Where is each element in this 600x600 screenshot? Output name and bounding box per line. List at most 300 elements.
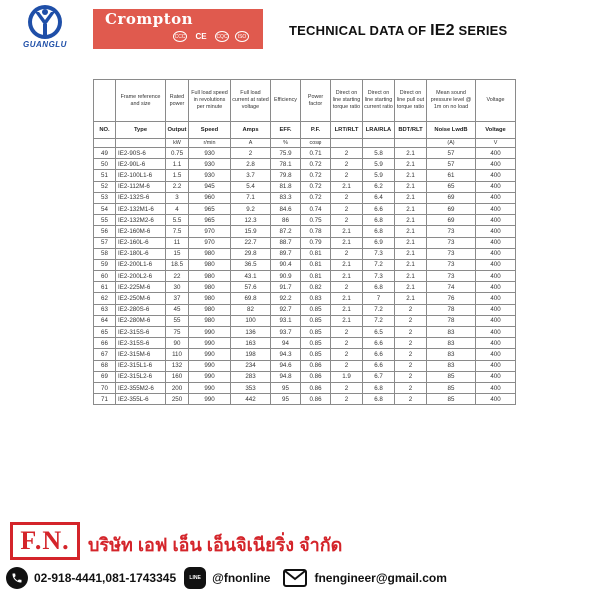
table-cell: 990 [189, 338, 231, 349]
table-cell: 5.5 [166, 215, 189, 226]
table-cell: 62 [94, 293, 116, 304]
table-cell: 0.85 [301, 338, 331, 349]
table-cell: 400 [476, 293, 516, 304]
header-desc-cell [94, 80, 116, 122]
table-cell: 95 [271, 394, 301, 405]
table-cell: 2 [395, 394, 427, 405]
header-name-cell: Output [166, 122, 189, 139]
table-cell: 5.9 [363, 170, 395, 181]
table-cell: IE2-90L-6 [116, 159, 166, 170]
table-cell: 30 [166, 282, 189, 293]
table-cell: 92.2 [271, 293, 301, 304]
table-cell: IE2-160M-6 [116, 226, 166, 237]
line-id[interactable]: @fnonline [212, 571, 271, 585]
header-banner [93, 9, 543, 49]
table-cell: 95 [271, 382, 301, 393]
table-row [94, 259, 516, 270]
header-name-cell: Amps [231, 122, 271, 139]
email-icon [282, 567, 308, 589]
table-cell: 0.74 [301, 203, 331, 214]
table-cell: 0.86 [301, 371, 331, 382]
table-cell: 3 [166, 192, 189, 203]
table-cell: 73 [427, 248, 476, 259]
table-cell: 2.1 [395, 181, 427, 192]
table-cell: 6.8 [363, 382, 395, 393]
table-cell: 965 [189, 203, 231, 214]
table-cell: 163 [231, 338, 271, 349]
logo-text: GUANGLU [23, 40, 67, 49]
line-icon: LINE [184, 567, 206, 589]
table-cell: 73 [427, 259, 476, 270]
table-cell: 66 [94, 338, 116, 349]
table-cell: 2 [331, 170, 363, 181]
table-cell: 22 [166, 271, 189, 282]
table-row [94, 282, 516, 293]
table-cell: IE2-132S-6 [116, 192, 166, 203]
table-cell: 400 [476, 226, 516, 237]
table-cell: 0.72 [301, 192, 331, 203]
table-cell: 50 [94, 159, 116, 170]
table-cell: 15 [166, 248, 189, 259]
table-cell: 87.2 [271, 226, 301, 237]
table-row [94, 271, 516, 282]
table-cell: 990 [189, 349, 231, 360]
table-row [94, 338, 516, 349]
table-cell: 6.9 [363, 237, 395, 248]
table-cell: 980 [189, 271, 231, 282]
table-cell: 4 [166, 203, 189, 214]
table-cell: 990 [189, 327, 231, 338]
table-cell: 22.7 [231, 237, 271, 248]
table-cell: 83 [427, 327, 476, 338]
table-cell: 400 [476, 382, 516, 393]
table-cell: 90 [166, 338, 189, 349]
table-cell: 0.71 [301, 148, 331, 159]
phone-icon [6, 567, 28, 589]
header-desc-cell: Direct on line starting current ratio [363, 80, 395, 122]
table-cell: 7 [363, 293, 395, 304]
table-cell: 400 [476, 215, 516, 226]
table-cell: 945 [189, 181, 231, 192]
table-cell: 94.6 [271, 360, 301, 371]
ce-cert-icon: CE [195, 32, 207, 41]
table-cell: 0.75 [301, 215, 331, 226]
table-cell: 0.81 [301, 259, 331, 270]
table-cell: 54 [94, 203, 116, 214]
table-cell: 2 [331, 148, 363, 159]
header-unit-cell [94, 139, 116, 148]
table-cell: 12.3 [231, 215, 271, 226]
header-row [94, 80, 516, 122]
table-cell: 400 [476, 360, 516, 371]
header-name-cell: LRA/RLA [363, 122, 395, 139]
technical-data-table-wrapper [93, 79, 515, 405]
table-cell: 52 [94, 181, 116, 192]
table-cell: 2 [395, 304, 427, 315]
table-cell: 0.78 [301, 226, 331, 237]
table-cell: 400 [476, 371, 516, 382]
table-cell: 2.1 [395, 226, 427, 237]
phone-number[interactable]: 02-918-4441,081-1743345 [34, 571, 177, 585]
title-suffix: SERIES [454, 23, 508, 38]
table-cell: 5.8 [363, 148, 395, 159]
table-row [94, 226, 516, 237]
table-cell: 990 [189, 360, 231, 371]
table-cell: 75 [166, 327, 189, 338]
table-cell: 200 [166, 382, 189, 393]
header-unit-cell [395, 139, 427, 148]
page-title [289, 22, 507, 40]
header-name-cell: BDT/RLT [395, 122, 427, 139]
table-cell: 15.9 [231, 226, 271, 237]
table-cell: 7.3 [363, 271, 395, 282]
table-cell: 400 [476, 327, 516, 338]
table-cell: 2 [331, 360, 363, 371]
table-cell: 6.7 [363, 371, 395, 382]
table-cell: 2.8 [231, 159, 271, 170]
table-cell: 2 [331, 203, 363, 214]
table-cell: 2 [395, 349, 427, 360]
header-row [94, 139, 516, 148]
table-row [94, 382, 516, 393]
table-cell: 980 [189, 248, 231, 259]
table-row [94, 203, 516, 214]
table-cell: 2 [331, 338, 363, 349]
table-cell: 0.86 [301, 382, 331, 393]
table-cell: IE2-100L1-6 [116, 170, 166, 181]
table-cell: 83 [427, 349, 476, 360]
table-cell: 45 [166, 304, 189, 315]
table-cell: 100 [231, 315, 271, 326]
table-cell: 61 [427, 170, 476, 181]
table-cell: 74 [427, 282, 476, 293]
guanglu-logo [6, 4, 84, 50]
table-cell: 2 [395, 360, 427, 371]
table-cell: 0.85 [301, 349, 331, 360]
table-cell: 2 [395, 327, 427, 338]
table-row [94, 192, 516, 203]
table-cell: IE2-132M2-6 [116, 215, 166, 226]
table-cell: 5.9 [363, 159, 395, 170]
table-cell: 442 [231, 394, 271, 405]
table-cell: 7.2 [363, 304, 395, 315]
cqc-cert-icon: CQC [215, 31, 229, 42]
table-cell: 68 [94, 360, 116, 371]
table-cell: 37 [166, 293, 189, 304]
table-cell: 980 [189, 259, 231, 270]
table-cell: 2.1 [395, 271, 427, 282]
table-cell: 110 [166, 349, 189, 360]
table-cell: 79.8 [271, 170, 301, 181]
table-cell: 7.1 [231, 192, 271, 203]
contact-row [6, 566, 447, 590]
table-cell: 94.8 [271, 371, 301, 382]
table-cell: 56 [94, 226, 116, 237]
table-cell: 63 [94, 304, 116, 315]
table-cell: IE2-355M2-6 [116, 382, 166, 393]
table-cell: 18.5 [166, 259, 189, 270]
table-cell: 57 [427, 148, 476, 159]
table-cell: 2.1 [331, 226, 363, 237]
table-cell: 53 [94, 192, 116, 203]
header-desc-cell: Full load speed in revolutions per minute [189, 80, 231, 122]
table-cell: 198 [231, 349, 271, 360]
table-cell: 0.81 [301, 271, 331, 282]
table-cell: 89.7 [271, 248, 301, 259]
title-prefix: TECHNICAL DATA OF [289, 23, 431, 38]
table-cell: 82 [231, 304, 271, 315]
table-cell: 2.1 [331, 293, 363, 304]
title-series: IE2 [430, 22, 455, 39]
table-cell: 69 [94, 371, 116, 382]
header-unit-cell: r/min [189, 139, 231, 148]
table-cell: 90.4 [271, 259, 301, 270]
table-row [94, 215, 516, 226]
table-cell: 81.8 [271, 181, 301, 192]
table-cell: 2.1 [395, 237, 427, 248]
table-cell: 930 [189, 148, 231, 159]
table-cell: 970 [189, 237, 231, 248]
header-name-cell: P.F. [301, 122, 331, 139]
table-cell: 2.1 [395, 203, 427, 214]
table-cell: 0.72 [301, 159, 331, 170]
table-row [94, 327, 516, 338]
table-cell: 2 [331, 282, 363, 293]
table-cell: 2.1 [395, 192, 427, 203]
table-cell: 400 [476, 181, 516, 192]
table-cell: 2.1 [331, 181, 363, 192]
table-header [94, 80, 516, 148]
table-row [94, 360, 516, 371]
table-cell: 1.5 [166, 170, 189, 181]
table-cell: 70 [94, 382, 116, 393]
table-cell: 930 [189, 159, 231, 170]
table-cell: 980 [189, 315, 231, 326]
table-cell: 2 [395, 315, 427, 326]
header-name-cell: Speed [189, 122, 231, 139]
header-unit-cell: % [271, 139, 301, 148]
table-cell: 6.2 [363, 181, 395, 192]
table-cell: 93.7 [271, 327, 301, 338]
table-cell: 2.2 [166, 181, 189, 192]
table-cell: 6.6 [363, 338, 395, 349]
table-cell: 3.7 [231, 170, 271, 181]
table-cell: 0.85 [301, 327, 331, 338]
table-cell: 2.1 [395, 148, 427, 159]
table-cell: 83 [427, 360, 476, 371]
table-cell: 250 [166, 394, 189, 405]
table-cell: 43.1 [231, 271, 271, 282]
table-cell: 5.4 [231, 181, 271, 192]
table-cell: 400 [476, 282, 516, 293]
table-cell: 51 [94, 170, 116, 181]
table-cell: 400 [476, 170, 516, 181]
table-cell: 136 [231, 327, 271, 338]
table-cell: IE2-280M-6 [116, 315, 166, 326]
header-name-cell: NO. [94, 122, 116, 139]
header-desc-cell: Frame reference and size [116, 80, 166, 122]
table-cell: 69.8 [231, 293, 271, 304]
table-cell: 58 [94, 248, 116, 259]
table-cell: 76 [427, 293, 476, 304]
table-cell: 86 [271, 215, 301, 226]
table-row [94, 148, 516, 159]
table-body [94, 148, 516, 405]
header-desc-cell: Efficiency [271, 80, 301, 122]
table-cell: 11 [166, 237, 189, 248]
table-cell: 64 [94, 315, 116, 326]
table-cell: 965 [189, 215, 231, 226]
table-cell: 990 [189, 382, 231, 393]
table-cell: IE2-112M-6 [116, 181, 166, 192]
iso-cert-icon: ISO [235, 31, 249, 42]
header-desc-cell: Voltage [476, 80, 516, 122]
table-cell: 2.1 [395, 215, 427, 226]
table-row [94, 349, 516, 360]
header-unit-cell: V [476, 139, 516, 148]
table-cell: 73 [427, 271, 476, 282]
table-cell: 0.86 [301, 360, 331, 371]
table-cell: 400 [476, 203, 516, 214]
table-cell: 6.8 [363, 394, 395, 405]
table-cell: 85 [427, 394, 476, 405]
table-cell: 85 [427, 371, 476, 382]
table-cell: 94.3 [271, 349, 301, 360]
table-cell: IE2-280S-6 [116, 304, 166, 315]
table-cell: 6.4 [363, 192, 395, 203]
table-cell: 57.6 [231, 282, 271, 293]
table-cell: 400 [476, 315, 516, 326]
table-cell: 2.1 [395, 159, 427, 170]
table-cell: 29.8 [231, 248, 271, 259]
table-cell: 930 [189, 170, 231, 181]
table-cell: 400 [476, 259, 516, 270]
email-address[interactable]: fnengineer@gmail.com [314, 571, 447, 585]
table-cell: 75.9 [271, 148, 301, 159]
header-unit-cell [363, 139, 395, 148]
table-cell: 990 [189, 371, 231, 382]
table-cell: 92.7 [271, 304, 301, 315]
table-cell: 83 [427, 338, 476, 349]
table-row [94, 181, 516, 192]
table-cell: 400 [476, 248, 516, 259]
header-row [94, 122, 516, 139]
header-desc-cell: Full load current at rated voltage [231, 80, 271, 122]
table-cell: 0.72 [301, 181, 331, 192]
table-cell: 85 [427, 382, 476, 393]
table-cell: 69 [427, 215, 476, 226]
table-cell: IE2-160L-6 [116, 237, 166, 248]
table-cell: 400 [476, 338, 516, 349]
table-cell: 93.1 [271, 315, 301, 326]
table-cell: 400 [476, 304, 516, 315]
table-cell: 59 [94, 259, 116, 270]
brand-name: Crompton [105, 10, 194, 28]
table-cell: 6.5 [363, 327, 395, 338]
table-row [94, 237, 516, 248]
company-name: บริษัท เอฟ เอ็น เอ็นจิเนียริ่ง จำกัด [88, 535, 343, 555]
table-cell: 0.72 [301, 170, 331, 181]
table-cell: 84.6 [271, 203, 301, 214]
table-cell: 400 [476, 159, 516, 170]
table-cell: IE2-225M-6 [116, 282, 166, 293]
table-cell: 7.2 [363, 259, 395, 270]
table-row [94, 371, 516, 382]
fn-logo: F.N. [10, 522, 80, 560]
header-unit-cell: cosφ [301, 139, 331, 148]
certification-row [173, 31, 249, 42]
table-cell: 88.7 [271, 237, 301, 248]
table-cell: 2.1 [331, 304, 363, 315]
table-cell: 36.5 [231, 259, 271, 270]
table-cell: 78 [427, 304, 476, 315]
header-name-cell: Type [116, 122, 166, 139]
table-cell: 2 [331, 349, 363, 360]
table-cell: 65 [427, 181, 476, 192]
table-row [94, 304, 516, 315]
header-name-cell: Voltage [476, 122, 516, 139]
header-unit-cell: A [231, 139, 271, 148]
table-cell: 960 [189, 192, 231, 203]
table-cell: 6.8 [363, 282, 395, 293]
table-cell: 2 [331, 192, 363, 203]
table-cell: 400 [476, 237, 516, 248]
table-cell: 60 [94, 271, 116, 282]
table-cell: 0.75 [166, 148, 189, 159]
table-cell: 2.1 [331, 237, 363, 248]
table-cell: IE2-200L2-6 [116, 271, 166, 282]
table-row [94, 248, 516, 259]
table-cell: IE2-90S-6 [116, 148, 166, 159]
table-cell: IE2-315L2-6 [116, 371, 166, 382]
table-cell: 0.85 [301, 315, 331, 326]
header-unit-cell [116, 139, 166, 148]
table-cell: 2.1 [395, 293, 427, 304]
table-cell: 67 [94, 349, 116, 360]
header-desc-cell: Power factor [301, 80, 331, 122]
table-cell: 65 [94, 327, 116, 338]
table-cell: 2 [231, 148, 271, 159]
header-desc-cell: Direct on line pull out torque ratio [395, 80, 427, 122]
table-cell: 7.3 [363, 248, 395, 259]
table-cell: 283 [231, 371, 271, 382]
table-cell: 160 [166, 371, 189, 382]
table-cell: 1.9 [331, 371, 363, 382]
table-cell: 400 [476, 271, 516, 282]
table-cell: 0.81 [301, 248, 331, 259]
header-name-cell: Noise LwdB [427, 122, 476, 139]
table-cell: IE2-315M-6 [116, 349, 166, 360]
header-name-cell: LRT/RLT [331, 122, 363, 139]
table-cell: 353 [231, 382, 271, 393]
table-cell: 6.6 [363, 203, 395, 214]
table-cell: 2.1 [395, 248, 427, 259]
table-cell: 132 [166, 360, 189, 371]
table-cell: 980 [189, 304, 231, 315]
table-cell: 990 [189, 394, 231, 405]
table-cell: 400 [476, 148, 516, 159]
header-desc-cell: Rated power [166, 80, 189, 122]
table-cell: 2.1 [331, 271, 363, 282]
table-cell: IE2-200L1-6 [116, 259, 166, 270]
table-cell: 7.2 [363, 315, 395, 326]
table-cell: IE2-315L1-6 [116, 360, 166, 371]
table-cell: IE2-315S-6 [116, 327, 166, 338]
table-cell: 0.82 [301, 282, 331, 293]
table-cell: 400 [476, 192, 516, 203]
table-cell: 0.79 [301, 237, 331, 248]
header-unit-cell: kW [166, 139, 189, 148]
